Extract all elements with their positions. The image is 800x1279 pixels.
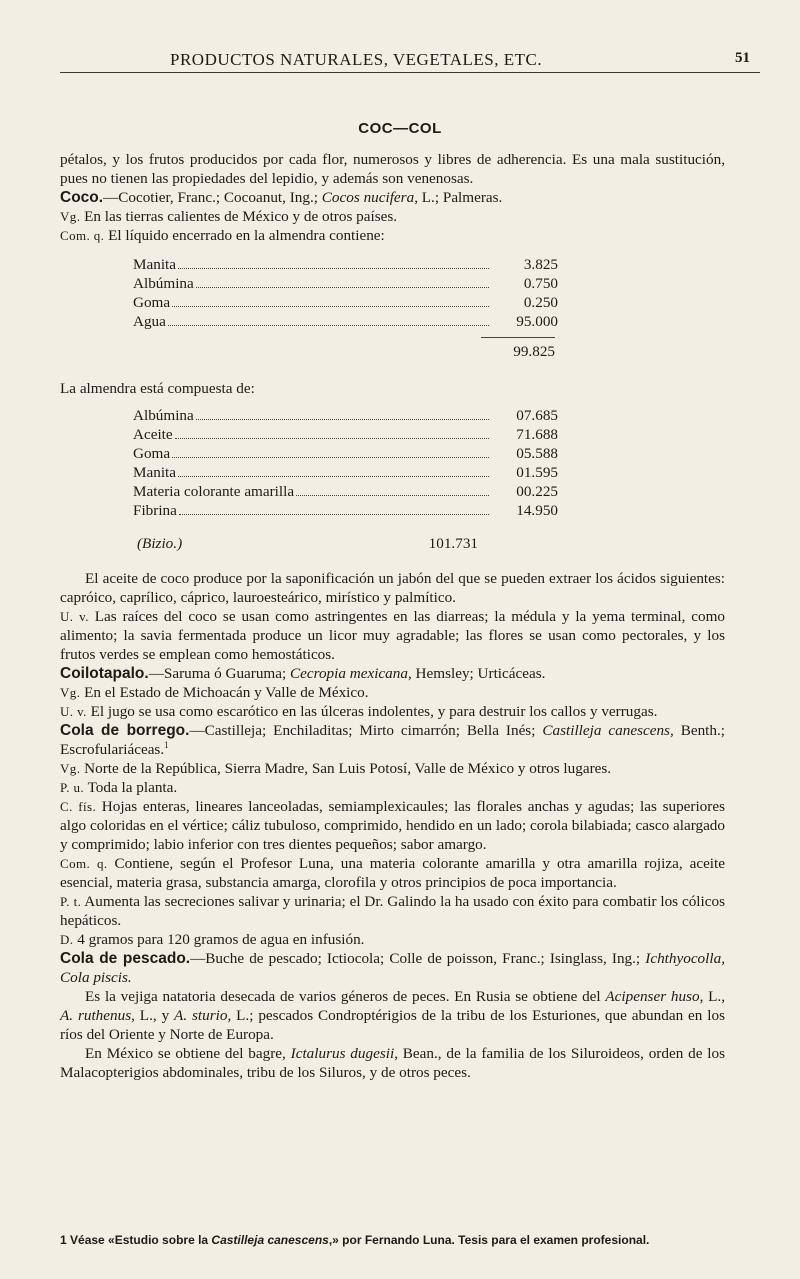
latin-name: Ichthyocolla, Cola piscis. <box>60 950 725 986</box>
latin-name: Cecropia mexicana <box>290 665 408 682</box>
paragraph-com: Com. q. Contiene, según el Profesor Luna, una materia colorante amarilla y otra amarilla rojiza, aceite esencial, materia grasa, substancia amarga, clorofila y otros principios de poca importancia. <box>60 855 725 891</box>
composition-source-row <box>60 534 725 553</box>
total-value: 99.825 <box>513 343 555 360</box>
table-row: Agua 95.000 <box>133 313 558 330</box>
table-row: Manita 01.595 <box>133 464 558 481</box>
table-row: Goma 0.250 <box>133 294 558 311</box>
paragraph-petalos: pétalos, y los frutos producidos por cada flor, numerosos y libres de adherencia. Es una mala sustitución, pues no tienen las propiedades del lepidio, y además son venenosas. <box>60 151 725 187</box>
headword-cola-de-pescado: Cola de pescado. <box>60 950 191 967</box>
paragraph-pt: P. t. Aumenta las secreciones salivar y urinaria; el Dr. Galindo la ha usado con éxito para combatir los cólicos hepáticos. <box>60 893 725 929</box>
paragraph-aceite: El aceite de coco produce por la saponificación un jabón del que se pueden extraer los ácidos siguientes: capróico, caprílico, cáprico, lauroesteárico, mirístico y palmítico. <box>60 570 725 606</box>
page-number: 51 <box>735 50 750 66</box>
running-title: PRODUCTOS NATURALES, VEGETALES, ETC. <box>170 50 543 69</box>
latin-name: Castilleja canescens <box>542 722 670 739</box>
table-row: Aceite 71.688 <box>133 426 558 443</box>
table-row: Goma 05.588 <box>133 445 558 462</box>
paragraph-uv: U. v. El jugo se usa como escarótico en las úlceras indolentes, y para destruir los callos y verrugas. <box>60 703 658 720</box>
table-row: Albúmina 0.750 <box>133 275 558 292</box>
footnote: 1 Véase «Estudio sobre la Castilleja canescens,» por Fernando Luna. Tesis para el examen profesional. <box>60 1233 650 1247</box>
composition-table-almendra <box>133 406 558 520</box>
paragraph-vejiga: Es la vejiga natatoria desecada de varios géneros de peces. En Rusia se obtiene del Acipenser huso, L., A. ruthenus, L., y A. sturio, L.; pescados Condroptérigios de la tribu de los Esturiones, que abundan en los ríos del Oriente y Norte de Europa. <box>60 988 726 1043</box>
paragraph-pu: P. u. Toda la planta. <box>60 779 178 796</box>
paragraph-uv: U. v. Las raíces del coco se usan como astringentes en las diarreas; la médula y la yema terminal, como alimento; la savia fermentada produce un licor muy agradable; las flores se usan como pectorales, y los frutos verdes se emplean como hemostáticos. <box>60 608 725 663</box>
paragraph-cfis: C. fís. Hojas enteras, lineares lanceoladas, semiamplexicaules; las florales anchas y agudas; las superiores algo coloridas en el vértice; cáliz tubuloso, comprimido, hendido en un lado; corola bilabiada; casco alargado y comprimido; labio inferior con tres dientes pequeños; sabor amargo. <box>60 798 725 853</box>
paragraph-vg: Vg. En el Estado de Michoacán y Valle de México. <box>60 684 369 701</box>
table-row: Manita 3.825 <box>133 256 558 273</box>
table-row: Albúmina 07.685 <box>133 407 558 424</box>
total-value: 101.731 <box>428 535 478 552</box>
headword-coilotapalo: Coilotapalo. <box>60 665 149 682</box>
paragraph-com: Com. q. El líquido encerrado en la almendra contiene: <box>60 227 385 244</box>
entry-cola-de-borrego: Cola de borrego.—Castilleja; Enchiladitas; Mirto cimarrón; Bella Inés; Castilleja canescens, Benth.; Escrofulariáceas.$^1$ <box>60 722 726 758</box>
table-row: Fibrina 14.950 <box>133 502 558 519</box>
running-header <box>60 50 760 73</box>
headword-cola-de-borrego: Cola de borrego. <box>60 722 190 739</box>
paragraph-vg: Vg. En las tierras calientes de México y de otros países. <box>60 208 398 225</box>
latin-name: Cocos nucifera <box>321 189 415 206</box>
source-citation: (Bizio.) <box>137 535 183 552</box>
footnote-number: 1 <box>60 1233 67 1247</box>
footnote-ref: 1 <box>164 739 169 750</box>
entry-cola-de-pescado: Cola de pescado.—Buche de pescado; Ictiocola; Colle de poisson, Franc.; Isinglass, Ing.; Ichthyocolla, Cola piscis. <box>60 950 725 986</box>
paragraph-dosis: D. 4 gramos para 120 gramos de agua en infusión. <box>60 931 365 948</box>
entry-coilotapalo: Coilotapalo.—Saruma ó Guaruma; Cecropia mexicana, Hemsley; Urticáceas. <box>60 665 546 682</box>
composition-table-liquid <box>133 255 558 361</box>
paragraph-vg: Vg. Norte de la República, Sierra Madre, San Luis Potosí, Valle de México y otros lugares. <box>60 760 612 777</box>
page-body <box>60 150 725 1082</box>
section-heading: COC—COL <box>358 120 442 137</box>
paragraph-mexico: En México se obtiene del bagre, Ictalurus dugesii, Bean., de la familia de los Siluroideos, orden de los Malacopterigios abdominales, tribu de los Siluros, y de otros peces. <box>60 1045 725 1081</box>
headword-coco: Coco. <box>60 189 104 206</box>
entry-coco: Coco.—Cocotier, Franc.; Cocoanut, Ing.; Cocos nucifera, L.; Palmeras. <box>60 189 503 206</box>
table-row: Materia colorante amarilla 00.225 <box>133 483 558 500</box>
almendra-intro: La almendra está compuesta de: <box>60 380 255 397</box>
total-rule <box>481 337 555 338</box>
